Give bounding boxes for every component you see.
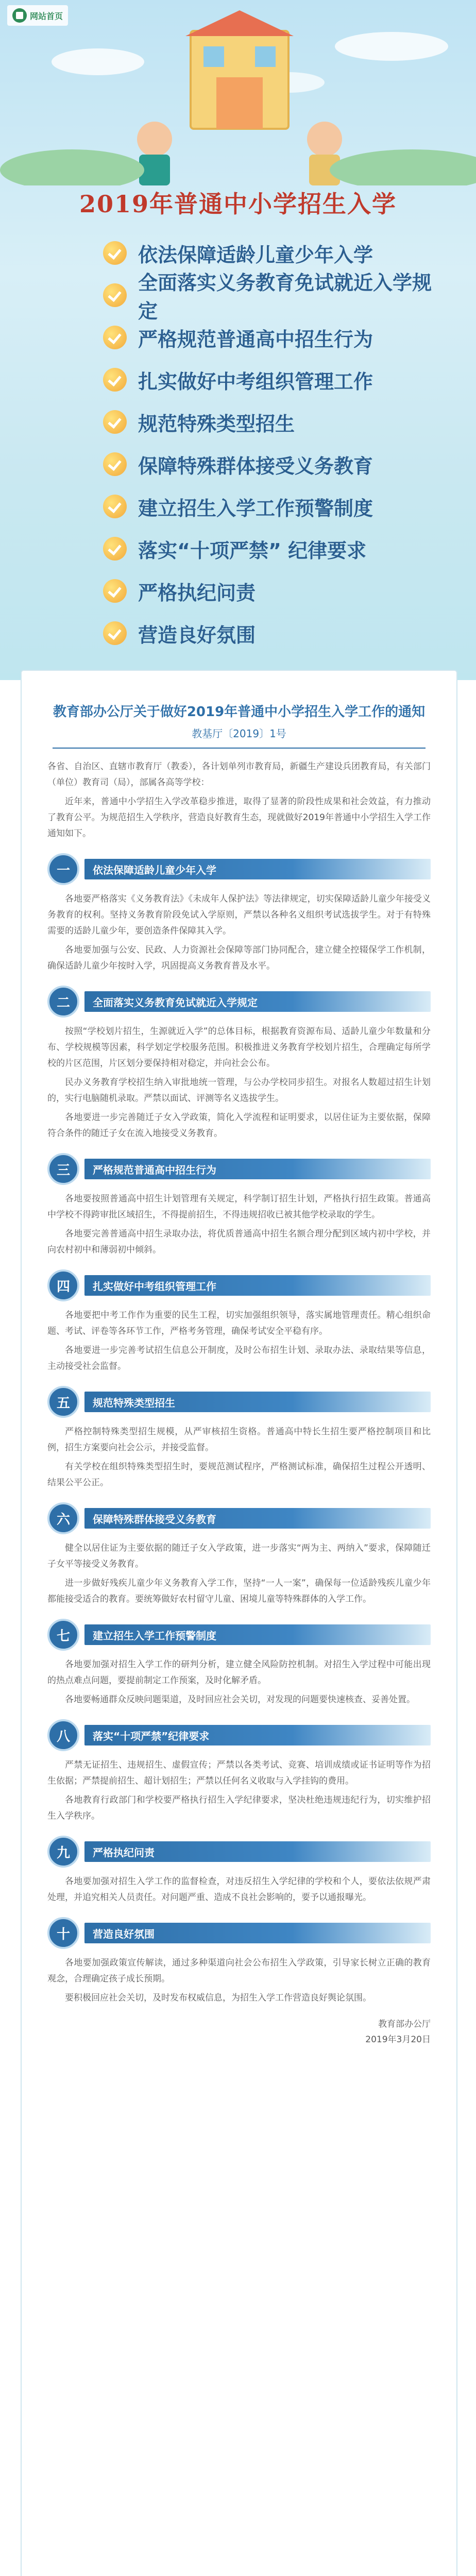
paragraph: 健全以居住证为主要依据的随迁子女入学政策，进一步落实“两为主、两纳入”要求，保障随迁子女平等接受义务教育。 — [47, 1543, 431, 1569]
section-title: 全面落实义务教育免试就近入学规定 — [84, 991, 431, 1012]
paragraph: 各地要严格落实《义务教育法》《未成年人保护法》等法律规定，切实保障适龄儿童少年接受义务教育的权利。坚持义务教育阶段免试入学原则，严禁以各种名义组织考试选拔学生。对于有特殊需要的适龄儿童少年，要创造条件保障其入学。 — [47, 894, 431, 936]
section-number: 八 — [47, 1719, 79, 1751]
document-body — [22, 749, 456, 2047]
hero-item-text: 保障特殊群体接受义务教育 — [138, 454, 373, 478]
hero-item — [103, 359, 433, 401]
document-card — [21, 670, 457, 2576]
document-title: 教育部办公厅关于做好2019年普通中小学招生入学工作的通知 — [53, 704, 426, 720]
section-heading — [47, 986, 431, 1018]
section-number: 一 — [47, 853, 79, 885]
paragraph: 各地要畅通群众反映问题渠道，及时回应社会关切，对发现的问题要快速核查、妥善处置。 — [65, 1694, 415, 1705]
section-number: 五 — [47, 1386, 79, 1418]
section-number: 六 — [47, 1502, 79, 1534]
paragraph: 各地要完善普通高中招生录取办法，将优质普通高中招生名额合理分配到区域内初中学校，并向农村初中和薄弱初中倾斜。 — [47, 1229, 431, 1255]
check-icon — [103, 241, 127, 265]
section-number: 七 — [47, 1619, 79, 1651]
hero-item — [103, 272, 433, 323]
signature-date: 2019年3月20日 — [365, 2035, 431, 2045]
paragraph: 严禁无证招生、违规招生、虚假宣传；严禁以各类考试、竞赛、培训成绩或证书证明等作为招生依据；严禁提前招生、超计划招生；严禁以任何名义收取与入学挂钩的费用。 — [47, 1760, 431, 1786]
section-heading — [47, 1153, 431, 1185]
hero-banner — [0, 0, 476, 680]
hero-item-text: 规范特殊类型招生 — [138, 412, 295, 435]
section-title: 保障特殊群体接受义务教育 — [84, 1508, 431, 1529]
check-icon — [103, 410, 127, 434]
hero-item — [103, 612, 433, 654]
section-heading — [47, 1269, 431, 1301]
section-heading — [47, 1386, 431, 1418]
paragraph: 进一步做好残疾儿童少年义务教育入学工作，坚持“一人一案”，确保每一位适龄残疾儿童少年都能接受适合的教育。要统筹做好农村留守儿童、困境儿童等特殊群体的入学工作。 — [47, 1578, 431, 1604]
paragraph: 各地要加强对招生入学工作的监督检查，对违反招生入学纪律的学校和个人，要依法依规严肃处理，并追究相关人员责任。对问题严重、造成不良社会影响的，要予以通报曝光。 — [47, 1876, 431, 1903]
paragraph: 各地教育行政部门和学校要严格执行招生入学纪律要求，坚决杜绝违规违纪行为，切实维护招生入学秩序。 — [47, 1795, 431, 1821]
paragraph: 要积极回应社会关切，及时发布权威信息，为招生入学工作营造良好舆论氛围。 — [65, 1993, 371, 2003]
section-heading — [47, 1836, 431, 1868]
paragraph: 各地要把中考工作作为重要的民生工程，切实加强组织领导，落实属地管理责任。精心组织命题、考试、评卷等各环节工作，严格考务管理，确保考试安全平稳有序。 — [47, 1310, 431, 1336]
check-icon — [103, 283, 127, 307]
hero-item-text: 建立招生入学工作预警制度 — [138, 497, 373, 520]
hero-item — [103, 570, 433, 612]
paragraph: 各地要进一步完善随迁子女入学政策，简化入学流程和证明要求，以居住证为主要依据，保障符合条件的随迁子女在流入地接受义务教育。 — [47, 1112, 431, 1139]
hero-illustration — [0, 0, 476, 185]
intro-paragraph: 近年来，普通中小学招生入学改革稳步推进，取得了显著的阶段性成果和社会效益，有力推动了教育公平。为规范招生入学秩序，营造良好教育生态，现就做好2019年普通中小学招生入学工作通知如下。 — [47, 796, 431, 839]
paragraph: 各地要进一步完善考试招生信息公开制度，及时公布招生计划、录取办法、录取结果等信息，主动接受社会监督。 — [47, 1345, 431, 1371]
signature-block — [47, 2016, 431, 2047]
check-icon — [103, 326, 127, 349]
paragraph: 各地要按照普通高中招生计划管理有关规定，科学制订招生计划，严格执行招生政策。普通高中学校不得跨审批区域招生，不得提前招生，不得违规招收已被其他学校录取的学生。 — [47, 1194, 431, 1220]
paragraph: 严格控制特殊类型招生规模，从严审核招生资格。普通高中特长生招生要严格控制项目和比例，招生方案要向社会公示，并接受监督。 — [47, 1427, 431, 1453]
hero-item-text: 落实“十项严禁” 纪律要求 — [138, 539, 367, 562]
check-icon — [103, 621, 127, 645]
section-number: 二 — [47, 986, 79, 1018]
document-number: 教基厅〔2019〕1号 — [192, 727, 286, 740]
hero-item — [103, 443, 433, 485]
check-icon — [103, 579, 127, 603]
section-title: 扎实做好中考组织管理工作 — [84, 1275, 431, 1296]
check-icon — [103, 495, 127, 518]
section-title: 依法保障适龄儿童少年入学 — [84, 859, 431, 879]
hero-item-text: 扎实做好中考组织管理工作 — [138, 370, 373, 393]
salutation: 各省、自治区、直辖市教育厅（教委），各计划单列市教育局，新疆生产建设兵团教育局，有关部门（单位）教育司（局），部属各高等学校： — [47, 761, 431, 788]
paragraph: 各地要加强对招生入学工作的研判分析，建立健全风险防控机制。对招生入学过程中可能出现的热点难点问题，要提前制定工作预案，及时化解矛盾。 — [47, 1659, 431, 1686]
hero-item — [103, 485, 433, 528]
paragraph: 有关学校在组织特殊类型招生时，要规范测试程序，严格测试标准，确保招生过程公开透明、结果公平公正。 — [47, 1462, 431, 1488]
section-heading — [47, 1719, 431, 1751]
section-heading — [47, 853, 431, 885]
section-heading — [47, 1619, 431, 1651]
hero-item-text: 严格规范普通高中招生行为 — [138, 328, 373, 351]
hero-list — [103, 232, 433, 654]
hero-item-text: 全面落实义务教育免试就近入学规定 — [138, 272, 432, 323]
section-title: 落实“十项严禁”纪律要求 — [84, 1725, 431, 1745]
section-number: 四 — [47, 1269, 79, 1301]
section-title: 规范特殊类型招生 — [84, 1392, 431, 1412]
main-title: 2019年普通中小学招生入学 — [79, 190, 397, 218]
paragraph: 各地要加强政策宣传解读，通过多种渠道向社会公布招生入学政策，引导家长树立正确的教育观念，合理确定孩子成长预期。 — [47, 1958, 431, 1984]
hero-item — [103, 528, 433, 570]
section-title: 严格执纪问责 — [84, 1841, 431, 1862]
logo-text: 网站首页 — [30, 11, 63, 21]
hero-item-text: 营造良好氛围 — [138, 623, 256, 647]
section-number: 三 — [47, 1153, 79, 1185]
check-icon — [103, 452, 127, 476]
hero-item — [103, 401, 433, 443]
section-heading — [47, 1917, 431, 1949]
section-number: 九 — [47, 1836, 79, 1868]
hero-item-text: 依法保障适龄儿童少年入学 — [138, 243, 373, 266]
section-title: 建立招生入学工作预警制度 — [84, 1624, 431, 1645]
hero-item-text: 严格执纪问责 — [138, 581, 256, 604]
paragraph: 民办义务教育学校招生纳入审批地统一管理，与公办学校同步招生。对报名人数超过招生计划的，实行电脑随机录取。严禁以面试、评测等名义选拔学生。 — [47, 1077, 431, 1104]
paragraph: 各地要加强与公安、民政、人力资源社会保障等部门协同配合，建立健全控辍保学工作机制，确保适龄儿童少年按时入学，巩固提高义务教育普及水平。 — [47, 945, 431, 971]
section-heading — [47, 1502, 431, 1534]
check-icon — [103, 537, 127, 561]
signature-org: 教育部办公厅 — [378, 2019, 431, 2029]
section-title: 严格规范普通高中招生行为 — [84, 1159, 431, 1179]
check-icon — [103, 368, 127, 392]
paragraph: 按照“学校划片招生，生源就近入学”的总体目标，根据教育资源布局、适龄儿童少年数量和分布、学校规模等因素，科学划定学校服务范围。积极推进义务教育学校划片招生，合理确定每所学校的片区范围，片区划分要保持相对稳定，并向社会公布。 — [47, 1026, 431, 1069]
section-title: 营造良好氛围 — [84, 1923, 431, 1943]
section-number: 十 — [47, 1917, 79, 1949]
